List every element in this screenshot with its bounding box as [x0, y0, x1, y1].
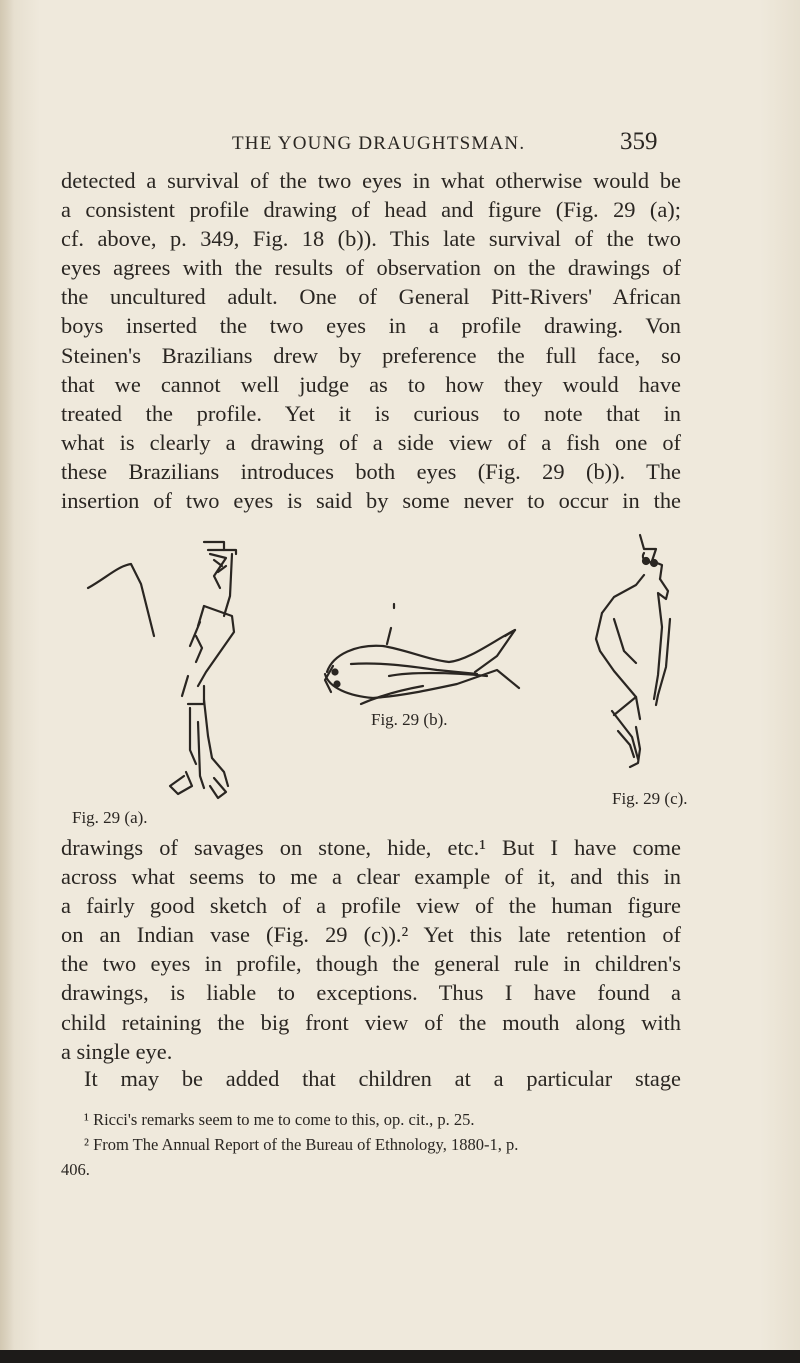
page-bottom-edge [0, 1350, 800, 1363]
text-line: the uncultured adult. One of General Pitt-Rivers' African [61, 284, 681, 310]
text-line: drawings of savages on stone, hide, etc.¹ But I have come [61, 835, 681, 860]
footnote-1: ¹ Ricci's remarks seem to me to come to this, op. cit., p. 25. [84, 1110, 475, 1129]
text-line: treated the profile. Yet it is curious to note that in [61, 400, 681, 426]
footnote-2: ² From The Annual Report of the Bureau of Ethnology, 1880-1, p. [84, 1135, 519, 1154]
text-line: Steinen's Brazilians drew by preference the full face, so [61, 342, 681, 368]
text-line: cf. above, p. 349, Fig. 18 (b)). This late survival of the two [61, 226, 681, 252]
text-line: a fairly good sketch of a profile view of the human figure [61, 893, 681, 919]
paragraph-1 [61, 166, 681, 515]
figure-29a-caption: Fig. 29 (a). [72, 808, 148, 827]
text-line: a consistent profile drawing of head and figure (Fig. 29 (a); [61, 197, 681, 223]
text-line: detected a survival of the two eyes in what otherwise would be [61, 168, 681, 193]
running-header: THE YOUNG DRAUGHTSMAN. [232, 133, 526, 154]
text-line: child retaining the big front view of the mouth along with [61, 1009, 681, 1035]
paragraph-2 [61, 833, 681, 1066]
text-line: these Brazilians introduces both eyes (Fig. 29 (b)). The [61, 458, 681, 484]
page-edge-shadow [0, 0, 14, 1350]
paragraph-3 [84, 1064, 681, 1093]
figure-29c-caption: Fig. 29 (c). [612, 789, 688, 808]
text-line: across what seems to me a clear example of it, and this in [61, 864, 681, 890]
figure-29c-vase-figure [574, 531, 684, 791]
figure-29b-fish [309, 600, 533, 708]
text-line: that we cannot well judge as to how they would have [61, 371, 681, 397]
text-line: drawings, is liable to exceptions. Thus I have found a [61, 980, 681, 1006]
text-line: boys inserted the two eyes in a profile drawing. Von [61, 313, 681, 339]
text-line: eyes agrees with the results of observation on the drawings of [61, 255, 681, 281]
text-line: the two eyes in profile, though the general rule in children's [61, 951, 681, 977]
text-line: insertion of two eyes is said by some never to occur in the [61, 488, 681, 514]
footnote-2-continued: 406. [61, 1160, 90, 1179]
text-line: a single eye. [61, 1038, 173, 1064]
figure-29b-caption: Fig. 29 (b). [371, 710, 448, 729]
text-line: on an Indian vase (Fig. 29 (c)).² Yet this late retention of [61, 922, 681, 948]
text-line: It may be added that children at a particular stage [84, 1066, 681, 1091]
text-line: what is clearly a drawing of a side view of a fish one of [61, 429, 681, 455]
page-number: 359 [620, 128, 658, 155]
figure-29a-profile-figure [86, 536, 256, 808]
